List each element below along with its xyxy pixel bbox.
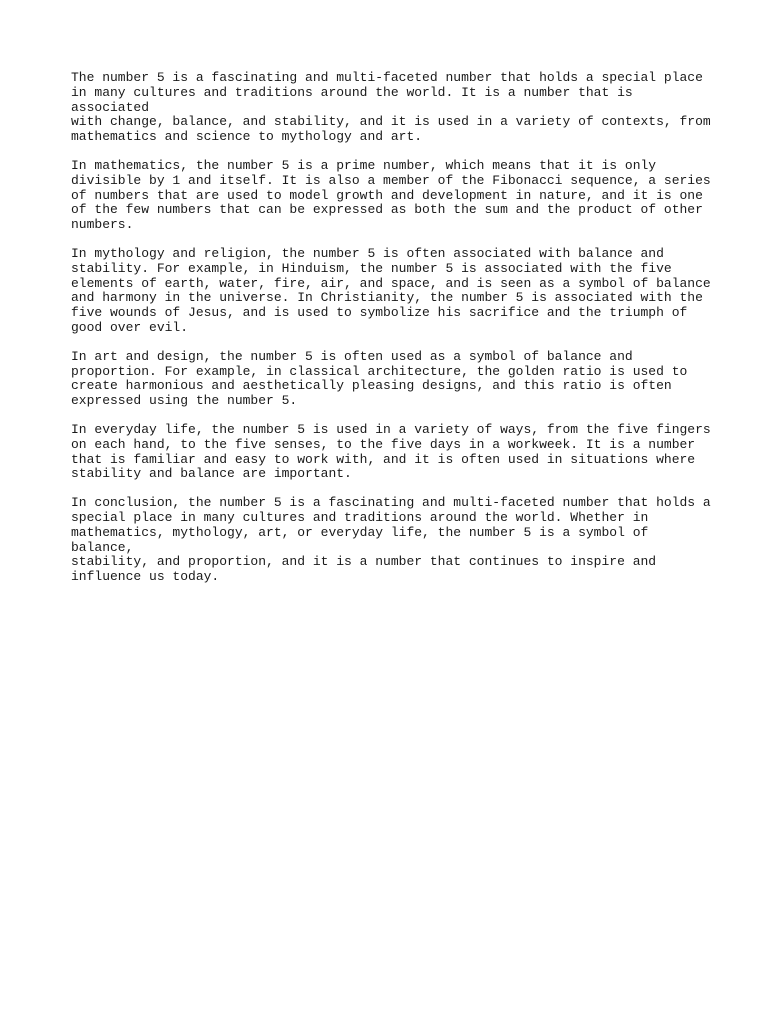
paragraph-everyday-life: In everyday life, the number 5 is used in a variety of ways, from the five fingers on each hand, to the five senses, to the five days in a workweek. It is a number that is familiar and easy to work with, and it is often used in situations where stability and balance are important. — [71, 421, 711, 482]
paragraph-mathematics: In mathematics, the number 5 is a prime number, which means that it is only divisible by 1 and itself. It is also a member of the Fibonacci sequence, a series of numbers that are used to model growth and development in nature, and it is one of the few numbers that can be expressed as both the sum and the product of other numbers. — [71, 157, 711, 233]
document-page — [71, 71, 711, 599]
paragraph-intro: The number 5 is a fascinating and multi-faceted number that holds a special place in many cultures and traditions around the world. It is a number that is associated with change, balance, and stability, and it is used in a variety of contexts, from mathematics and science to mythology and art. — [71, 70, 711, 145]
paragraph-conclusion: In conclusion, the number 5 is a fascinating and multi-faceted number that holds a special place in many cultures and traditions around the world. Whether in mathematics, mythology, art, or everyday life, the number 5 is a symbol of balance, stability, and proportion, and it is a number that continues to inspire and influence us today. — [71, 495, 711, 585]
paragraph-art-design: In art and design, the number 5 is often used as a symbol of balance and proportion. For example, in classical architecture, the golden ratio is used to create harmonious and aesthetically pleasing designs, and this ratio is often expressed using the number 5. — [71, 348, 688, 409]
paragraph-mythology: In mythology and religion, the number 5 is often associated with balance and stability. For example, in Hinduism, the number 5 is associated with the five elements of earth, water, fire, air, and space, and is seen as a symbol of balance and harmony in the universe. In Christianity, the number 5 is associated with the five wounds of Jesus, and is used to symbolize his sacrifice and the triumph of good over evil. — [71, 245, 711, 335]
